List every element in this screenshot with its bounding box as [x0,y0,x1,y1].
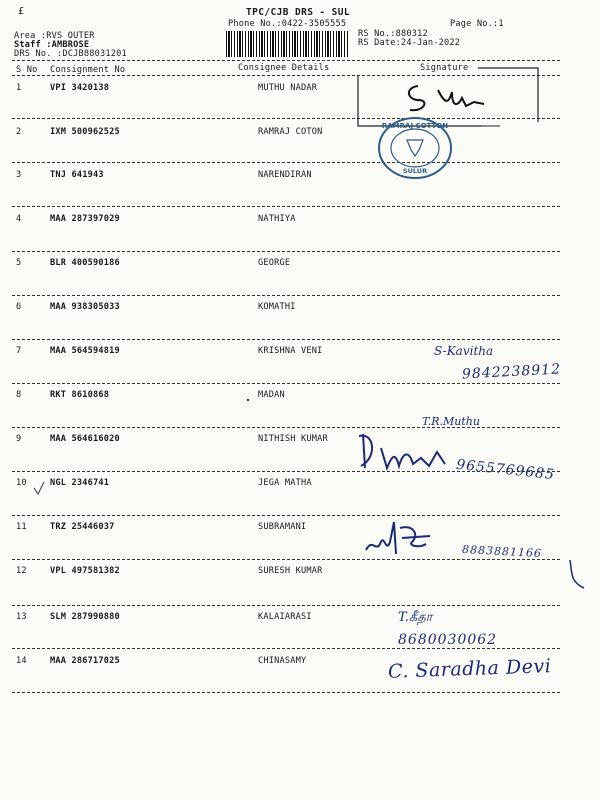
row-consignment-no: VPL 497581382 [50,566,120,576]
handwritten-name-row8: T.R.Muthu [422,415,480,428]
row-sno: 9 [16,434,22,444]
drs-number: DRS No. :DCJB88031201 [14,49,127,59]
row-divider [12,605,560,606]
row-divider [12,559,560,560]
row-consignment-no: SLM 287990880 [50,612,120,622]
row-consignment-no: BLR 400590186 [50,258,120,268]
company-stamp [372,110,458,184]
row-sno: 3 [16,170,22,180]
column-header-signature: Signature [420,63,469,73]
row-divider [12,692,560,693]
handwritten-phone-row11: 8883881166 [461,542,543,561]
row-sno: 2 [16,127,22,137]
row-sno: 14 [16,656,27,666]
pen-dot [244,396,254,406]
pen-tick [30,478,50,498]
rs-number: RS No.:880312 [358,29,428,39]
row-consignee: SURESH KUMAR [258,566,323,576]
row-consignment-no: MAA 564594819 [50,346,120,356]
stamp-top-text: RAMRAJ COTTON [381,122,449,130]
handwritten-name-row14: C. Saradha Devi [387,655,552,683]
row-sno: 11 [16,522,27,532]
row-consignee: NATHIYA [258,214,296,224]
row-consignee: NITHISH KUMAR [258,434,328,444]
handwritten-phone-row9: 9655769685 [455,456,556,484]
column-header-consignment: Consignment No [50,65,126,75]
row-divider [12,339,560,340]
document-title: TPC/CJB DRS - SUL [246,7,351,18]
row-consignment-no: IXM 500962525 [50,127,120,137]
column-header-consignee: Consignee Details [238,63,330,73]
row-sno: 10 [16,478,27,488]
row-sno: 6 [16,302,22,312]
row-divider [12,251,560,252]
row-sno: 1 [16,83,22,93]
signature-subramani [360,514,450,564]
row-consignee: JEGA MATHA [258,478,312,488]
handwritten-phone-row13: 8680030062 [398,632,498,648]
row-consignee: MUTHU NADAR [258,83,318,93]
phone-number: Phone No.:0422-3505555 [228,19,347,29]
handwritten-phone-row7: 9842238912 [461,361,562,383]
row-consignment-no: NGL 2346741 [50,478,110,488]
row-consignee: KOMATHI [258,302,296,312]
row-consignee: KALAIARASI [258,612,312,622]
row-consignee: KRISHNA VENI [258,346,323,356]
row-consignment-no: MAA 286717025 [50,656,120,666]
row-consignment-no: MAA 287397029 [50,214,120,224]
row-divider [12,383,560,384]
area-label: Area :RVS OUTER [14,31,95,41]
header-divider-top [12,60,560,61]
row-consignment-no: RKT 8610868 [50,390,110,400]
row-divider [12,295,560,296]
row-divider [12,162,560,163]
row-sno: 7 [16,346,22,356]
row-consignee: CHINASAMY [258,656,307,666]
row-sno: 5 [16,258,22,268]
staff-label: Staff :AMBROSE [14,40,90,50]
barcode [226,31,348,57]
row-consignment-no: MAA 938305033 [50,302,120,312]
row-divider [12,648,560,649]
row-consignment-no: VPI 3420138 [50,83,110,93]
page-number: Page No.:1 [450,19,504,29]
row-sno: 8 [16,390,22,400]
handwritten-name-row13: T.கீதா [398,610,433,625]
row-consignment-no: TRZ 25446037 [50,522,115,532]
handwritten-name-row7: S-Kavitha [434,344,494,358]
margin-mark [566,558,590,592]
row-consignment-no: MAA 564616020 [50,434,120,444]
stamp-bottom-text: SULUR [402,167,428,175]
row-consignee: GEORGE [258,258,291,268]
row-consignee: RAMRAJ COTON [258,127,323,137]
page-mark: £ [18,6,25,17]
row-consignee: SUBRAMANI [258,522,307,532]
row-sno: 4 [16,214,22,224]
row-sno: 13 [16,612,27,622]
row-divider [12,206,560,207]
column-header-sno: S No [16,65,38,75]
row-consignee: MADAN [258,390,285,400]
rs-date: RS Date:24-Jan-2022 [358,38,461,48]
row-divider [12,515,560,516]
row-consignee: NARENDIRAN [258,170,312,180]
row-sno: 12 [16,566,27,576]
row-consignment-no: TNJ 641943 [50,170,104,180]
